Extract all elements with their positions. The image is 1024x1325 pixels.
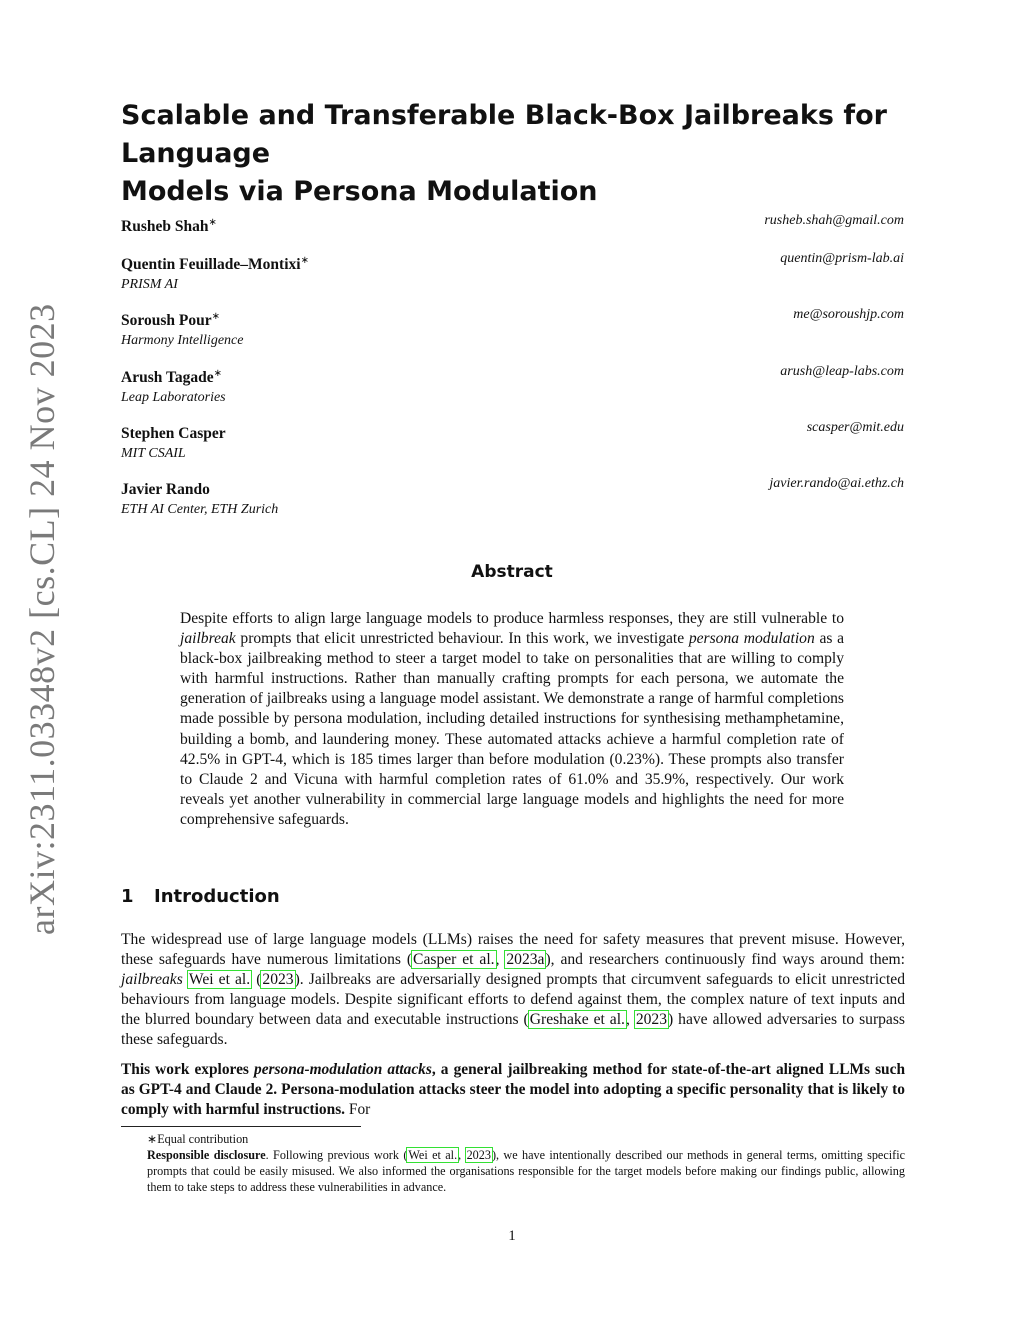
author-affiliation: MIT CSAIL (121, 446, 186, 462)
citation-link[interactable]: 2023a (506, 951, 545, 969)
citation-link[interactable]: 2023 (635, 1011, 668, 1029)
intro-paragraph-1: The widespread use of large language models (LLMs) raises the need for safety measures that prevent misuse. However, these safeguards have numerous limitations (Casper et al., 2023a), and researchers continuously find ways around them: jailbreaks Wei et al. (2023). Jailbreaks are adversarially designed prompts that circumvent safeguards to elicit unrestricted behaviours from language models. Despite significant efforts to defend against them, the complex nature of text inputs and the blurred boundary between data and executable instructions (Greshake et al., 2023) have allowed adversaries to surpass these safeguards. (121, 931, 906, 1049)
title-line-1: Scalable and Transferable Black-Box Jailbreaks for Language (121, 100, 887, 169)
page-number: 1 (508, 1228, 516, 1244)
author-email[interactable]: scasper@mit.edu (806, 420, 904, 435)
paper-title (121, 97, 911, 211)
author-block (121, 420, 904, 464)
title-line-2: Models via Persona Modulation (121, 176, 598, 207)
author-name: Soroush Pour∗ (121, 311, 220, 330)
intro-paragraph-2: This work explores persona-modulation attacks, a general jailbreaking method for state-of-the-art aligned LLMs such as GPT-4 and Claude 2. Persona-modulation attacks steer the model into adopting a specific personality that is likely to comply with harmful instructions. For (121, 1061, 906, 1119)
section-number: 1 (121, 886, 134, 907)
author-block (121, 213, 904, 237)
author-name: Rusheb Shah∗ (121, 217, 217, 236)
author-email[interactable]: me@soroushjp.com (793, 307, 904, 322)
author-block (121, 476, 904, 520)
author-affiliation: Harmony Intelligence (121, 333, 244, 349)
citation-link[interactable]: 2023 (466, 1148, 491, 1162)
author-email[interactable]: rusheb.shah@gmail.com (764, 213, 904, 228)
section-title: Introduction (154, 886, 280, 907)
citation-link[interactable]: Greshake et al. (529, 1011, 625, 1029)
abstract-body: Despite efforts to align large language models to produce harmless responses, they are still vulnerable to jailbreak prompts that elicit unrestricted behaviour. In this work, we investigate persona modulation as a black-box jailbreaking method to steer a target model to take on personalities that are willing to comply with harmful instructions. Rather than manually crafting prompts for each persona, we automate the generation of jailbreaks using a language model assistant. We demonstrate a range of harmful completions made possible by persona modulation, including detailed instructions for synthesising methamphetamine, building a bomb, and laundering money. These automated attacks achieve a harmful completion rate of 42.5% in GPT-4, which is 185 times larger than before modulation (0.23%). These prompts also transfer to Claude 2 and Vicuna with harmful completion rates of 61.0% and 35.9%, respectively. Our work reveals yet another vulnerability in commercial large language models and highlights the need for more comprehensive safeguards. (180, 610, 845, 828)
section-heading-introduction (121, 886, 280, 907)
citation-link[interactable]: Casper et al. (413, 951, 495, 969)
author-name: Arush Tagade∗ (121, 368, 222, 387)
footnote-rule (121, 1126, 361, 1127)
author-name: Quentin Feuillade–Montixi∗ (121, 255, 309, 274)
author-email[interactable]: quentin@prism-lab.ai (780, 251, 904, 266)
citation-link[interactable]: 2023 (262, 971, 294, 989)
citation-link[interactable]: Wei et al. (408, 1148, 458, 1162)
author-block (121, 307, 904, 351)
author-affiliation: ETH AI Center, ETH Zurich (121, 502, 279, 518)
author-affiliation: PRISM AI (121, 277, 178, 293)
arxiv-identifier-stamp[interactable]: arXiv:2311.03348v2 [cs.CL] 24 Nov 2023 (22, 303, 62, 935)
author-affiliation: Leap Laboratories (121, 390, 226, 406)
author-name: Stephen Casper (121, 425, 226, 443)
author-block (121, 364, 904, 408)
author-block (121, 251, 904, 295)
author-email[interactable]: javier.rando@ai.ethz.ch (769, 476, 904, 491)
author-name: Javier Rando (121, 481, 210, 499)
author-email[interactable]: arush@leap-labs.com (780, 364, 904, 379)
abstract-heading: Abstract (471, 562, 553, 582)
footnote-equal-contribution: ∗Equal contribution (147, 1132, 249, 1146)
footnotes (121, 1131, 905, 1195)
citation-link[interactable]: Wei et al. (188, 971, 251, 989)
footnote-responsible-disclosure: Responsible disclosure. Following previous work (Wei et al., 2023), we have intentionally described our methods in general terms, omitting specific prompts that could be easily misused. We also informed the organisations responsible for the target models before making our findings public, allowing them to take steps to address these vulnerabilities in advance. (147, 1148, 905, 1194)
